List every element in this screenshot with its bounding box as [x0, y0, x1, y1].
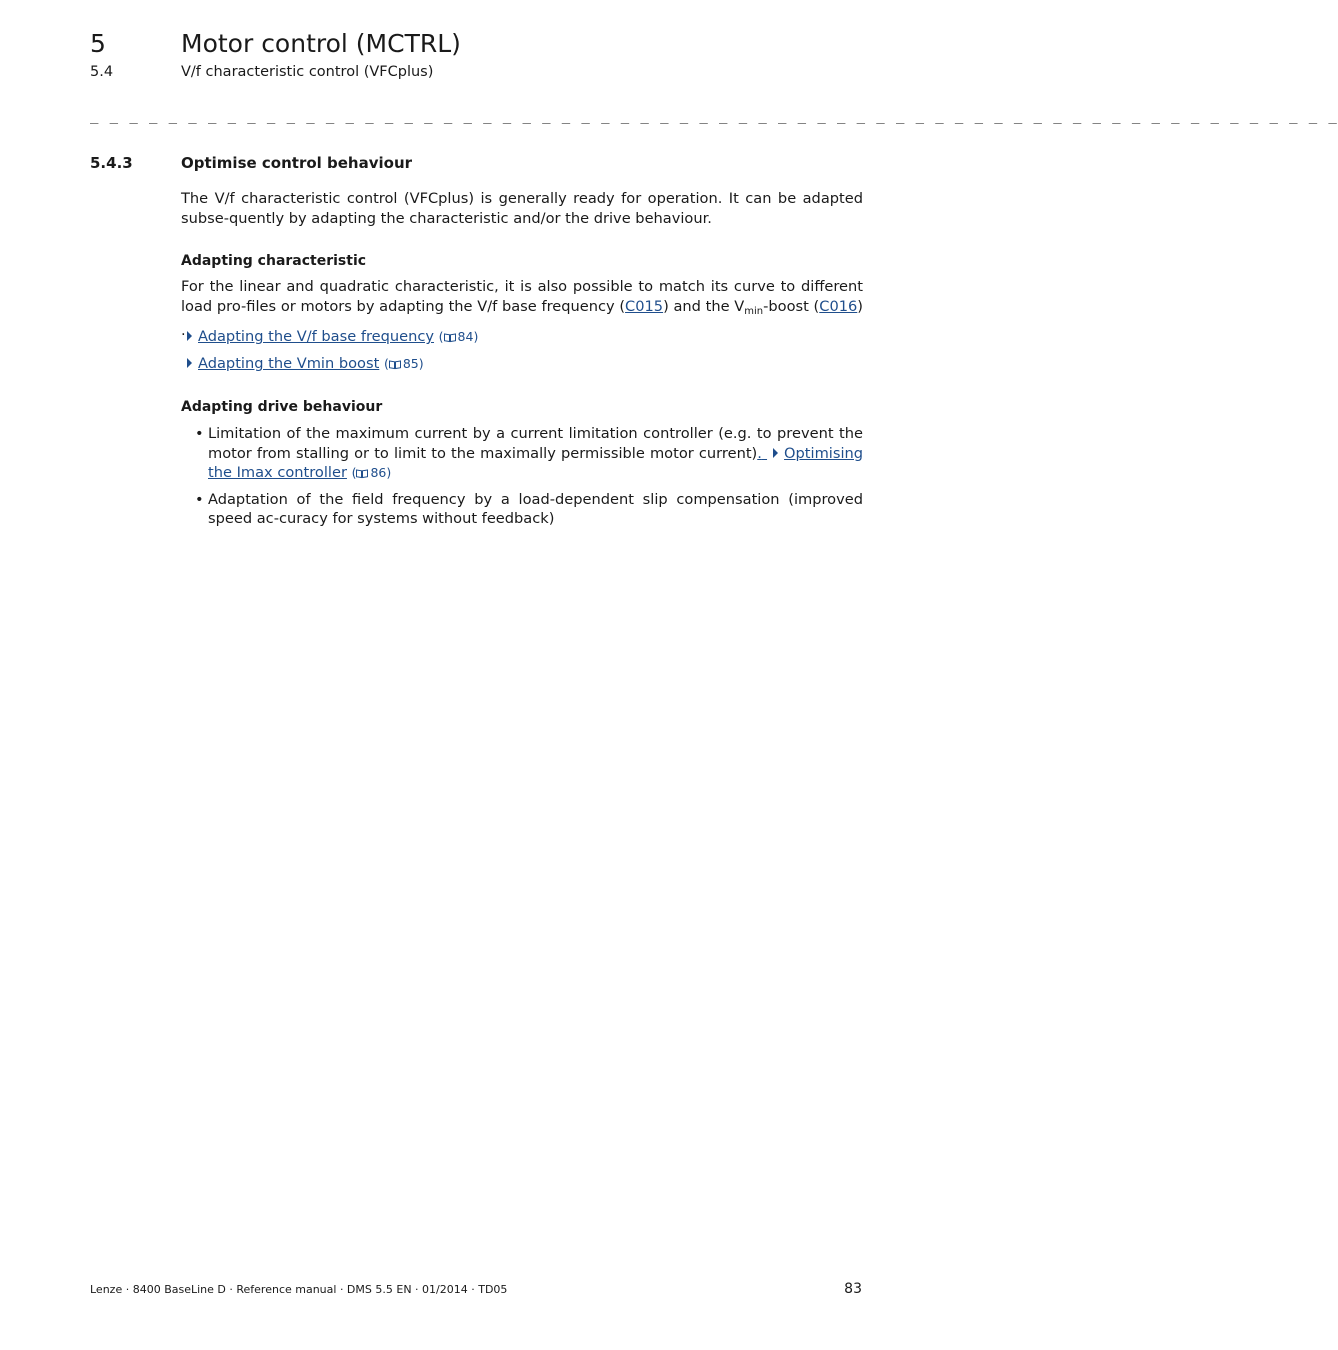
- bullet: •: [195, 490, 204, 508]
- heading-adapting-characteristic: Adapting characteristic: [181, 253, 367, 269]
- intro-paragraph: The V/f characteristic control (VFCplus) is generally ready for operation. It can be adapted subse-quently by adapting the characteristic and/or the drive behaviour.: [181, 190, 863, 227]
- link-optimising-imax[interactable]: Optimising the Imax controller: [208, 444, 864, 481]
- code-c015-link[interactable]: C015: [625, 297, 664, 315]
- page-number: 83: [844, 1281, 862, 1297]
- list-item: [190, 490, 863, 529]
- triangle-right-icon: [187, 358, 192, 368]
- drive-behaviour-list: [190, 424, 863, 536]
- book-icon: [389, 360, 401, 369]
- code-c016-link[interactable]: C016: [819, 297, 858, 315]
- triangle-right-icon: [187, 331, 192, 341]
- link-vmin-boost[interactable]: Adapting the Vmin boost: [198, 355, 380, 372]
- triangle-right-icon: [773, 448, 778, 458]
- book-icon: [444, 333, 456, 342]
- book-icon: [356, 469, 368, 478]
- characteristic-text-4: ) .: [181, 297, 863, 339]
- page-ref[interactable]: ( 86): [351, 465, 392, 480]
- bullet-2-text: Adaptation of the field frequency by a load-dependent slip compensation (improved speed ac-curacy for systems without feedback): [208, 490, 863, 527]
- subsection-number: 5.4.3: [90, 154, 133, 172]
- characteristic-text-1: For the linear and quadratic characteristic, it is also possible to match its curve to different load pro-files or motors by adapting the V/f base frequency (: [181, 278, 863, 315]
- page-ref[interactable]: ( 84): [438, 329, 479, 344]
- link-vf-base-frequency-row: [181, 327, 478, 347]
- characteristic-text-3: -boost (: [763, 297, 820, 315]
- chapter-title: Motor control (MCTRL): [181, 29, 461, 58]
- page-ref[interactable]: ( 85): [383, 356, 424, 371]
- link-vmin-boost-row: [181, 354, 424, 374]
- list-item: [190, 424, 863, 483]
- bullet-1-dot: .: [757, 444, 762, 462]
- vmin-subscript: min: [744, 305, 764, 317]
- section-number: 5.4: [90, 64, 114, 80]
- heading-adapting-drive: Adapting drive behaviour: [181, 399, 383, 415]
- link-vf-base-frequency[interactable]: Adapting the V/f base frequency: [198, 328, 435, 345]
- chapter-number: 5: [90, 29, 106, 58]
- footer-text: Lenze · 8400 BaseLine D · Reference manual · DMS 5.5 EN · 01/2014 · TD05: [90, 1283, 508, 1296]
- bullet: •: [195, 425, 204, 442]
- characteristic-text-2: ) and the V: [663, 297, 745, 315]
- subsection-title: Optimise control behaviour: [181, 154, 413, 172]
- bullet-1-text: Limitation of the maximum current by a current limitation controller (e.g. to prevent the motor from stalling or to limit to the maximally permissible motor current): [208, 425, 863, 462]
- header-dashed-rule: _ _ _ _ _ _ _ _ _ _ _ _ _ _ _ _ _ _ _ _ _ _ _ _ _ _ _ _ _ _ _ _ _ _ _ _ _ _ _ _ _ _ _ _ _ _ _ _ _ _ _ _ _ _ _ _ _ _ _ _ _ _ _ _: [90, 108, 1338, 124]
- section-title: V/f characteristic control (VFCplus): [181, 64, 434, 80]
